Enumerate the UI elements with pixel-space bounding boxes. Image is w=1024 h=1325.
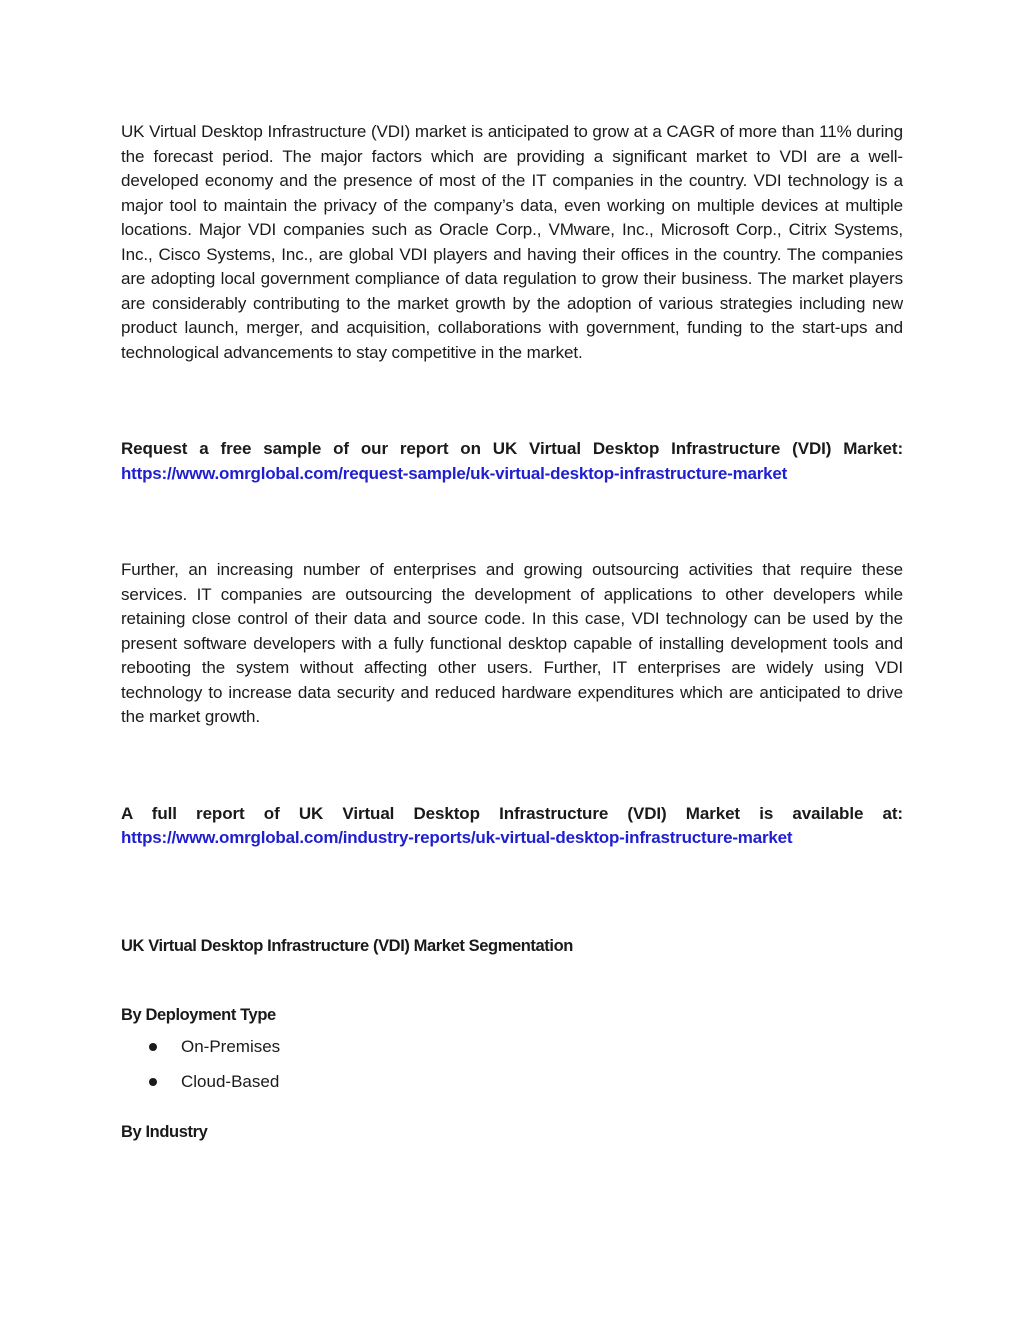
full-report-link[interactable]: https://www.omrglobal.com/industry-reports/uk-virtual-desktop-infrastructure-market <box>121 828 793 847</box>
spacer <box>121 486 903 558</box>
sample-request-block <box>121 437 903 486</box>
list-item <box>121 1064 903 1099</box>
full-report-block <box>121 802 903 851</box>
spacer <box>121 365 903 437</box>
sample-request-link[interactable]: https://www.omrglobal.com/request-sample/uk-virtual-desktop-infrastructure-market <box>121 463 788 483</box>
segmentation-title: UK Virtual Desktop Infrastructure (VDI) Market Segmentation <box>121 936 573 955</box>
drivers-paragraph: Further, an increasing number of enterprises and growing outsourcing activities that require these services. IT companies are outsourcing the development of applications to other developers while retaining close control of their data and source code. In this case, VDI technology can be used by the present software developers with a fully functional desktop capable of installing development tools and rebooting the system without affecting other users. Further, IT enterprises are widely using VDI technology to increase data security and reduced hardware expenditures which are anticipated to drive the market growth. <box>121 560 903 726</box>
intro-paragraph: UK Virtual Desktop Infrastructure (VDI) market is anticipated to grow at a CAGR of more than 11% during the forecast period. The major factors which are providing a significant market to VDI are a well-developed economy and the presence of most of the IT companies in the country. VDI technology is a major tool to maintain the privacy of the company’s data, even working on multiple devices at multiple locations. Major VDI companies such as Oracle Corp., VMware, Inc., Microsoft Corp., Citrix Systems, Inc., Cisco Systems, Inc., are global VDI players and having their offices in the country. The companies are adopting local government compliance of data regulation to grow their business. The market players are considerably contributing to the market growth by the adoption of various strategies including new product launch, merger, and acquisition, collaborations with government, funding to the start-ups and technological advancements to stay competitive in the market. <box>121 122 903 362</box>
deployment-type-heading: By Deployment Type <box>121 1005 276 1024</box>
spacer <box>121 956 903 1006</box>
spacer <box>121 1099 903 1123</box>
list-item <box>121 1029 903 1064</box>
spacer <box>121 730 903 802</box>
deployment-type-list <box>121 1029 903 1099</box>
list-item-label: Cloud-Based <box>181 1071 280 1091</box>
document-page <box>121 120 903 1142</box>
full-report-label: A full report of UK Virtual Desktop Infrastructure (VDI) Market is available at: <box>121 803 903 823</box>
industry-heading: By Industry <box>121 1122 208 1141</box>
list-item-label: On-Premises <box>181 1036 281 1056</box>
bullet-icon <box>149 1043 157 1051</box>
sample-request-label: Request a free sample of our report on UK Virtual Desktop Infrastructure (VDI) Market: <box>121 439 903 458</box>
bullet-icon <box>149 1078 157 1086</box>
spacer <box>121 851 903 937</box>
